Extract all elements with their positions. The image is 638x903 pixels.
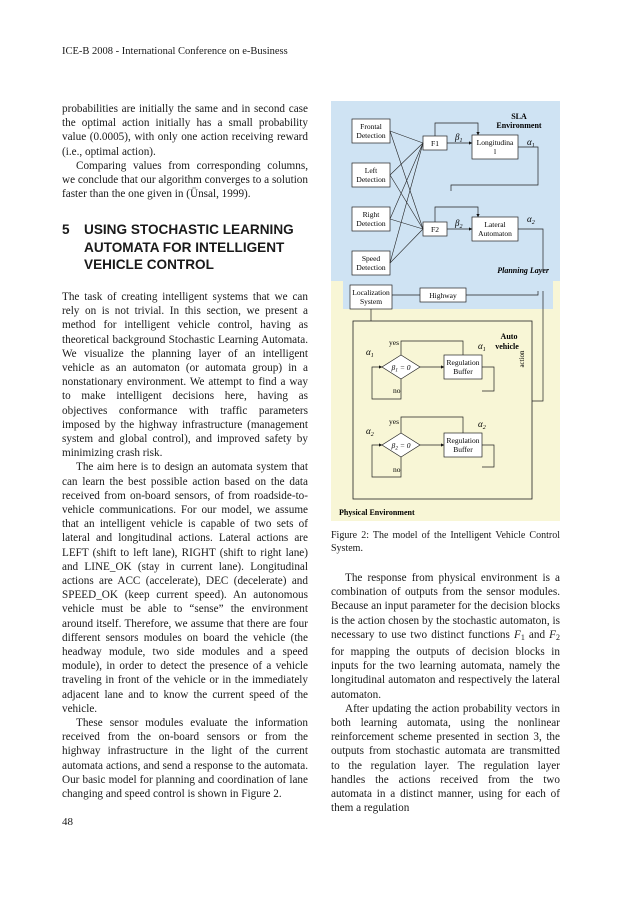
svg-text:Regulation: Regulation	[446, 358, 480, 367]
yes-label-1: yes	[389, 338, 399, 347]
svg-text:Regulation: Regulation	[446, 436, 480, 445]
svg-text:Detection: Detection	[356, 219, 386, 228]
svg-text:Left: Left	[364, 166, 378, 175]
svg-text:l: l	[493, 147, 497, 156]
yes-label-2: yes	[389, 417, 399, 426]
svg-text:Lateral: Lateral	[484, 220, 506, 229]
svg-text:Speed: Speed	[361, 254, 381, 263]
left-column	[62, 102, 308, 801]
alpha1-label: $\alpha_1$	[527, 137, 535, 149]
paragraph: The response from physical environment is a combination of outputs from the sensor modules. Because an input parameter for the decision blocks is the action chosen by the stochastic automaton, is necessary to use two distinct functions $F_1$ and $F_2$ for mapping the outputs of decision blocks in inputs for the two learning automata, namely the longitudinal automaton and respectively the lateral automaton.	[331, 572, 561, 701]
svg-text:β1 = 0: $\beta_1 = 0$	[391, 363, 411, 374]
regulation-buffer-2	[444, 433, 482, 457]
svg-text:Detection: Detection	[356, 263, 386, 272]
alpha1-decision: $\alpha_1$	[366, 347, 374, 359]
svg-text:System: System	[359, 297, 383, 306]
physical-environment-region	[331, 281, 560, 521]
paragraph: The task of creating intelligent systems that we can rely on is not trivial. In this section, we present a method for intelligent vehicle control, having as theoretical background Stochastic Learning Automata. We visualize the planning layer of an intelligent vehicle as an automaton (or automata group) in a nonstationary environment. We attempt to find a way to make intelligent decisions here, having as objectives conformance with traffic parameters imposed by the highway infrastructure (management system and global control), and improved safety by minimizing crash risk.	[62, 290, 308, 460]
regulation-buffer-1	[444, 355, 482, 379]
figure-2-diagram	[331, 101, 560, 521]
no-label-1: no	[393, 386, 401, 395]
beta2-label: $\beta_2$	[455, 218, 463, 230]
section-title: USING STOCHASTIC LEARNING AUTOMATA FOR INTELLIGENT VEHICLE CONTROL	[84, 222, 294, 273]
figure-caption: Figure 2: The model of the Intelligent Vehicle Control System.	[331, 530, 560, 554]
frontal-detection-box	[352, 119, 390, 143]
svg-text:Longitudina: Longitudina	[476, 138, 514, 147]
lateral-automaton-box	[472, 217, 518, 241]
alpha1-vehicle: $\alpha_1$	[478, 341, 486, 353]
section-heading	[62, 221, 308, 274]
f1-label: F1	[431, 139, 439, 148]
svg-text:Detection: Detection	[356, 175, 386, 184]
right-detection-box	[352, 207, 390, 231]
alpha2-vehicle: $\alpha_2$	[478, 419, 486, 431]
svg-text:Detection: Detection	[356, 131, 386, 140]
sla-label-2: Environment	[496, 121, 542, 130]
highway-box	[420, 288, 466, 302]
beta1-label: $\beta_1$	[455, 132, 463, 144]
page-number: 48	[62, 816, 73, 828]
running-header: ICE-B 2008 - International Conference on e-Business	[62, 46, 288, 57]
svg-text:Buffer: Buffer	[453, 445, 473, 454]
f2-label: F2	[431, 225, 439, 234]
sla-label-1: SLA	[511, 112, 527, 121]
paragraph: After updating the action probability vectors in both learning automata, using the nonlinear reinforcement scheme presented in section 3, the outputs from stochastic automata are transmitted to the regulation layer. The regulation layer handles the actions received from the two automata in a distinct manner, using for each of them a regulation	[331, 702, 560, 815]
section-number: 5	[62, 222, 70, 238]
svg-text:Localization: Localization	[352, 288, 390, 297]
svg-text:Right: Right	[362, 210, 380, 219]
auto-vehicle-label-1: Auto	[500, 332, 518, 341]
paragraph: Comparing values from corresponding columns, we conclude that our algorithm converges to a solution faster than the one given in (Ünsal, 1999).	[62, 159, 308, 201]
auto-vehicle-label-2: vehicle	[495, 342, 519, 351]
paragraph: The aim here is to design an automata system that can learn the best possible action based on the data received from on-board sensors, of from roadside-to-vehicle communications. For our model, we assume that an intelligent vehicle is capable of two sets of lateral and longitudinal actions. Lateral actions are LEFT (shift to left lane), RIGHT (shift to right lane) and LINE_OK (stay in current lane). Longitudinal actions are ACC (accelerate), DEC (decelerate) and SPEED_OK (keep current speed). An autonomous vehicle must be able to “sense” the environment around itself. Therefore, we assume that there are four different sensors modules on board the vehicle (the headway module, two side modules and a speed module), in order to detect the presence of a vehicle traveling in front of the vehicle or in the immediately adjacent lane and to know the current speed of the vehicle.	[62, 461, 308, 715]
left-detection-box	[352, 163, 390, 187]
svg-text:Highway: Highway	[429, 291, 457, 300]
paragraph: probabilities are initially the same and in second case the optimal action initially has a small probability value (0.0005), with only one action receiving reward (i.e., optimal action).	[62, 103, 308, 158]
svg-text:Frontal: Frontal	[360, 122, 382, 131]
action-label: action	[518, 350, 526, 368]
speed-detection-box	[352, 251, 390, 275]
alpha2-decision: $\alpha_2$	[366, 426, 374, 438]
no-label-2: no	[393, 465, 401, 474]
localization-system-box	[350, 285, 392, 309]
paragraph: These sensor modules evaluate the information received from the on-board sensors or from the highway infrastructure in the light of the current automata actions, and send a response to the automata. Our basic model for planning and coordination of lane changing and speed control is shown in Figure 2.	[62, 717, 308, 801]
svg-text:Buffer: Buffer	[453, 367, 473, 376]
svg-text:Automaton: Automaton	[478, 229, 512, 238]
longitudinal-automaton-box	[472, 135, 518, 159]
physical-environment-label: Physical Environment	[339, 508, 415, 517]
planning-layer-label: Planning Layer	[497, 266, 549, 275]
right-column	[331, 571, 560, 815]
svg-text:β2 = 0: $\beta_2 = 0$	[391, 441, 411, 452]
alpha2-label: $\alpha_2$	[527, 214, 535, 226]
